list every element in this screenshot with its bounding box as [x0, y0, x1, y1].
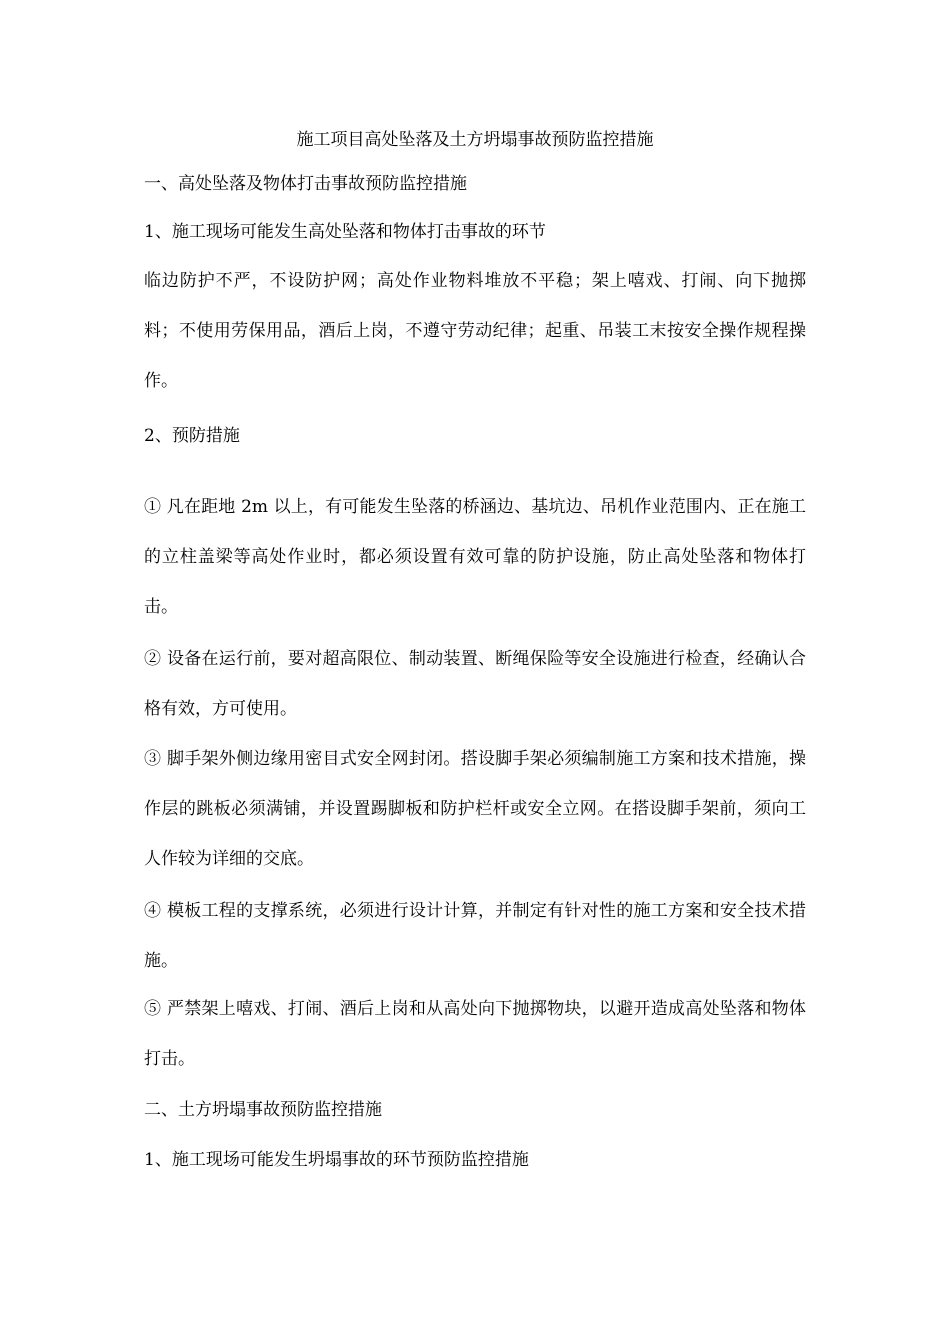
measure-item-1: ① 凡在距地 2m 以上，有可能发生坠落的桥涵边、基坑边、吊机作业范围内、正在施工的立柱盖梁等高处作业时，都必须设置有效可靠的防护设施，防止高处坠落和物体打击。 [144, 497, 806, 617]
paragraph-hazard-points: 临边防护不严，不设防护网；高处作业物料堆放不平稳；架上嘻戏、打闹、向下抛掷料；不使用劳保用品，酒后上岗，不遵守劳动纪律；起重、吊装工末按安全操作规程操作。 [144, 271, 806, 391]
subheading-1-1: 1、施工现场可能发生高处坠落和物体打击事故的环节 [144, 222, 546, 242]
measure-item-2: ② 设备在运行前，要对超高限位、制动装置、断绳保险等安全设施进行检查，经确认合格有效，方可使用。 [144, 649, 806, 719]
section-heading-2: 二、土方坍塌事故预防监控措施 [144, 1100, 382, 1120]
measure-item-4: ④ 模板工程的支撑系统，必须进行设计计算，并制定有针对性的施工方案和安全技术措施。 [144, 901, 806, 971]
subheading-2-1: 1、施工现场可能发生坍塌事故的环节预防监控措施 [144, 1150, 529, 1170]
document-title: 施工项目高处坠落及土方坍塌事故预防监控措施 [296, 130, 654, 150]
subheading-1-2: 2、预防措施 [144, 426, 240, 446]
measure-item-3: ③ 脚手架外侧边缘用密目式安全网封闭。搭设脚手架必须编制施工方案和技术措施，操作层的跳板必须满铺，并设置踢脚板和防护栏杆或安全立网。在搭设脚手架前，须向工人作较为详细的交底。 [144, 749, 806, 869]
measure-item-5: ⑤ 严禁架上嘻戏、打闹、酒后上岗和从高处向下抛掷物块，以避开造成高处坠落和物体打击。 [144, 999, 806, 1069]
section-heading-1: 一、高处坠落及物体打击事故预防监控措施 [144, 174, 467, 194]
